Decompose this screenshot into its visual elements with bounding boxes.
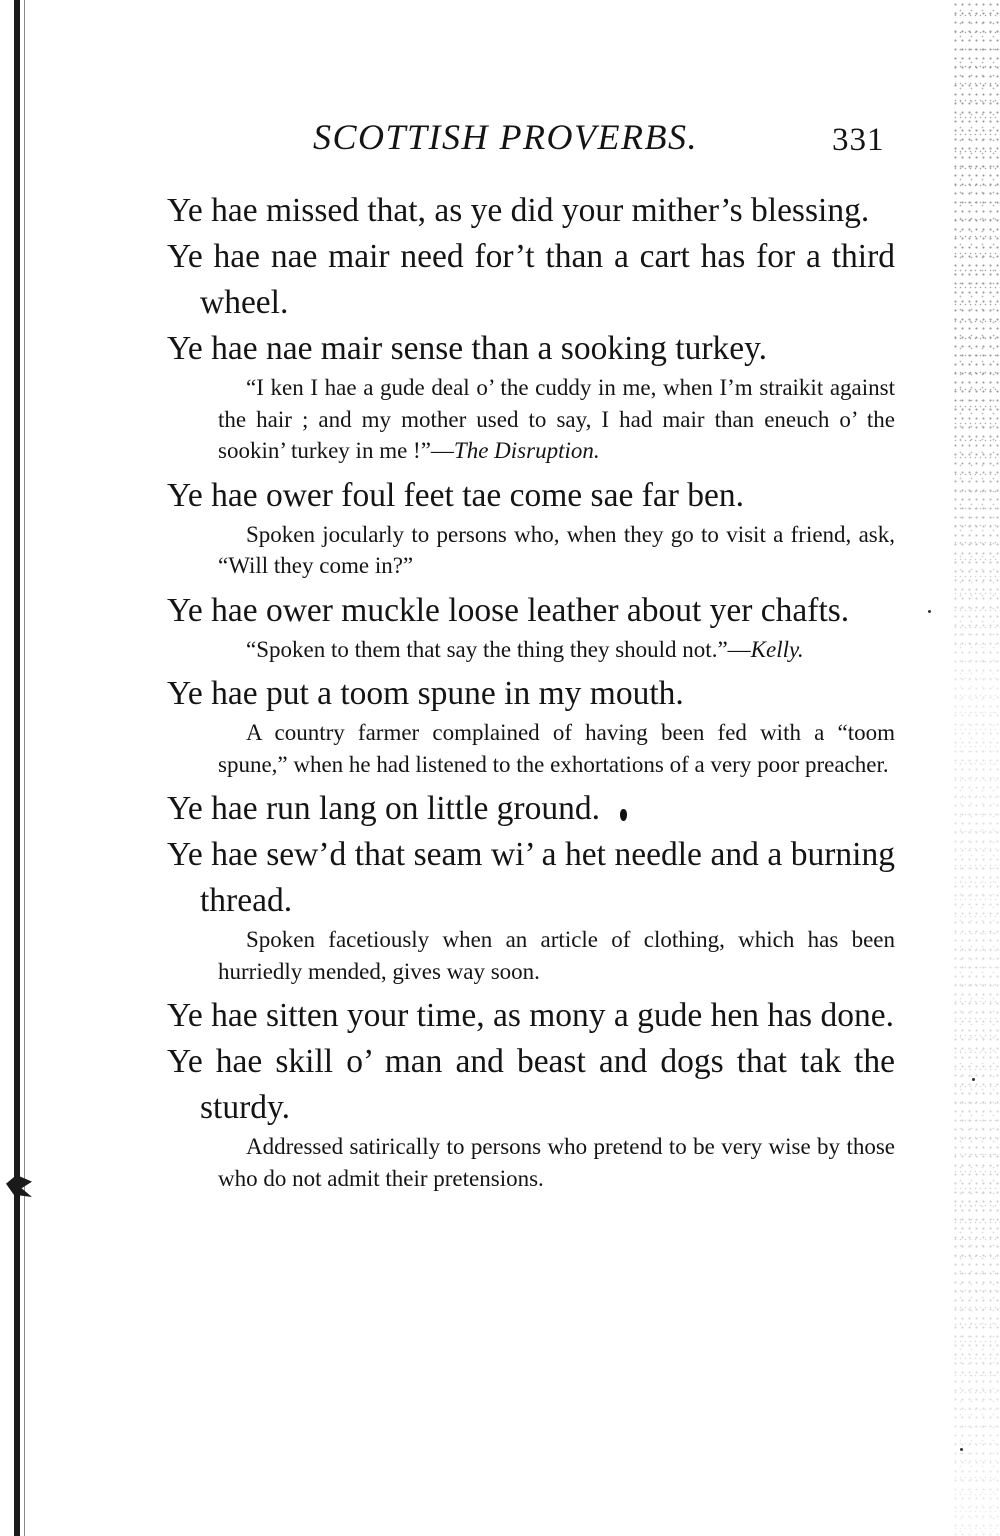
proverb-note [167, 1131, 895, 1194]
proverb-entry [167, 671, 895, 780]
note-text: “I ken I hae a gude deal o’ the cuddy in me, when I’m straikit against the hair ; and my mother used to say, I had mair than eneuch o’ the sookin’ turkey in me !”— [218, 375, 895, 463]
running-head: SCOTTISH PROVERBS. [313, 117, 698, 157]
binding-notch-mark [6, 1175, 32, 1197]
proverb-entry [167, 832, 895, 987]
proverb-text: Ye hae skill o’ man and beast and dogs that tak the sturdy. [167, 1043, 895, 1126]
proverb-text: Ye hae sew’d that seam wi’ a het needle and a burning thread. [167, 836, 895, 919]
note-source: Kelly. [750, 636, 804, 662]
note-text: Addressed satirically to persons who pretend to be very wise by those who do not admit their pretensions. [218, 1134, 895, 1191]
proverb-note [167, 519, 895, 582]
speck-mark [928, 610, 931, 613]
speck-mark [972, 1078, 975, 1081]
note-source: The Disruption. [453, 438, 600, 463]
proverb-note [167, 634, 895, 666]
proverb-text: Ye hae put a toom spune in my mouth. [167, 675, 684, 712]
note-text: Spoken facetiously when an article of clothing, which has been hurriedly mended, gives way soon. [218, 927, 895, 984]
note-text: Spoken jocularly to persons who, when they go to visit a friend, ask, “Will they come in?” [218, 521, 895, 578]
proverb-entry [167, 188, 895, 234]
note-text: “Spoken to them that say the thing they should not.”— [246, 636, 751, 662]
proverb-entry [167, 326, 895, 467]
proverb-text: Ye hae run lang on little ground. [167, 790, 600, 827]
proverb-entry [167, 234, 895, 326]
proverb-text: Ye hae ower muckle loose leather about yer chafts. [167, 591, 850, 629]
proverb-text: Ye hae nae mair need for’t than a cart has for a third wheel. [167, 238, 895, 321]
page-binding-edge [14, 0, 20, 1536]
proverb-text: Ye hae nae mair sense than a sooking turkey. [167, 330, 768, 367]
proverb-entry [167, 473, 895, 582]
proverb-entry [167, 993, 895, 1039]
page-binding-line [24, 0, 25, 1536]
proverb-list [167, 188, 895, 1200]
proverb-entry [167, 786, 895, 832]
proverb-text: Ye hae missed that, as ye did your mither’s blessing. [167, 192, 870, 229]
proverb-line [167, 786, 895, 832]
proverb-note [167, 372, 895, 467]
proverb-note [167, 924, 895, 987]
page-edge-speckle [952, 0, 1000, 1536]
proverb-entry [167, 1039, 895, 1194]
speck-mark [960, 1448, 963, 1451]
proverb-note [167, 717, 895, 780]
note-text: A country farmer complained of having been fed with a “toom spune,” when he had listened to the exhortations of a very poor preacher. [218, 720, 895, 777]
page-number: 331 [832, 122, 885, 158]
proverb-text: Ye hae sitten your time, as mony a gude hen has done. [167, 997, 894, 1034]
ink-blot-mark [620, 809, 627, 821]
proverb-text: Ye hae ower foul feet tae come sae far ben. [167, 476, 744, 514]
proverb-entry [167, 588, 895, 666]
